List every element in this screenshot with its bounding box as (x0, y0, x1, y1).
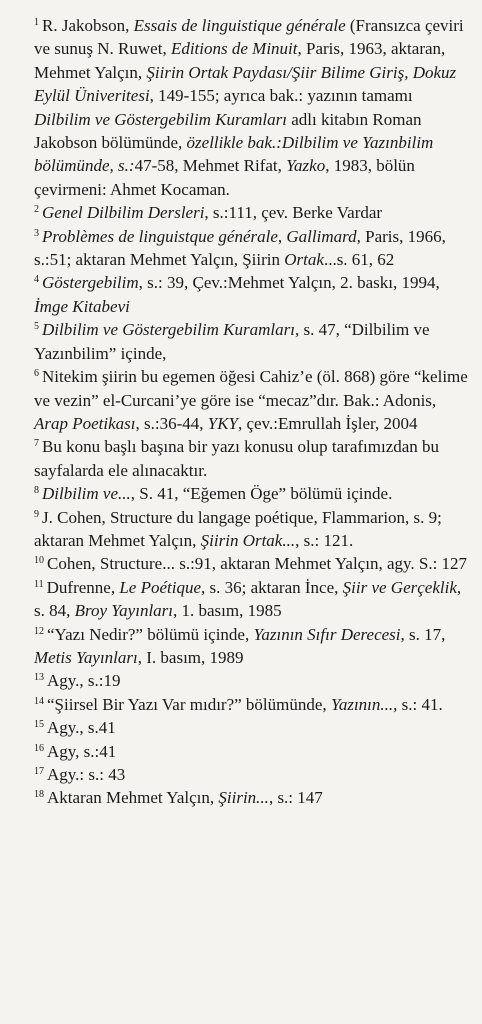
footnote-italic-text: Yazko (286, 156, 326, 176)
footnote-italic-text: Arap Poetikası (34, 413, 136, 433)
footnote-text: , s.: 39, Çev.:Mehmet Yalçın, 2. baskı, 1994, (138, 273, 440, 293)
footnote-text: Nitekim şiirin bu egemen öğesi Cahiz’e (öl. 868) göre “kelime ve vezin” el-Curcani’ye göre ise “mecaz”dır. Bak.: Adonis, (34, 367, 468, 410)
footnote-text: , çev.:Emrullah İşler, 2004 (238, 413, 418, 433)
footnote-text: , s.:36-44, (135, 413, 208, 433)
footnote-text: , s.: 121. (295, 530, 354, 550)
footnote-item (34, 271, 470, 318)
footnote-text: “Şiirsel Bir Yazı Var mıdır?” bölümünde, (47, 694, 331, 714)
footnote-italic-text: Metis Yayınları (34, 647, 138, 667)
footnote-italic-text: Broy Yayınları (74, 601, 174, 621)
footnote-italic-text: Genel Dilbilim Dersleri (42, 203, 205, 223)
footnote-text: Aktaran Mehmet Yalçın, (47, 788, 219, 808)
footnote-number: 16 (34, 742, 44, 754)
footnote-item (34, 786, 470, 809)
footnote-text: , 1983, bölün çevirmeni: Ahmet Kocaman. (34, 156, 415, 199)
footnote-text: , 149-155; ayrıca bak.: yazının tamamı (149, 86, 413, 106)
footnote-text: , I. basım, 1989 (137, 647, 244, 667)
footnote-text: Agy.: s.: 43 (47, 765, 126, 784)
footnote-italic-text: YKY (207, 413, 239, 433)
footnote-text: ...s. 61, 62 (323, 250, 395, 270)
footnote-text: , s.: 147 (268, 788, 323, 808)
footnote-italic-text: Dilbilim ve Göstergebilim Kuramları (42, 320, 295, 340)
footnote-item (34, 506, 470, 553)
footnote-item (34, 318, 470, 365)
footnote-number: 17 (34, 766, 44, 777)
footnote-italic-text: Le Poétique (119, 577, 202, 597)
footnote-italic-text: Şiirin... (218, 788, 269, 808)
footnote-italic-text: Yazının Sıfır Derecesi (253, 624, 401, 644)
footnote-item (34, 763, 470, 786)
footnote-number: 1 (34, 17, 39, 28)
footnote-item (34, 693, 470, 716)
footnote-text: adlı kitabın Roman Jakobson bölümünde (34, 109, 422, 153)
footnote-item (34, 576, 470, 623)
footnote-text: Agy., s.:19 (47, 671, 121, 691)
footnote-item (34, 201, 470, 224)
footnote-text: (Fransızca çeviri ve sunuş N. Ruwet, (34, 16, 464, 59)
footnote-number: 13 (34, 672, 44, 684)
footnote-text: Cohen, Structure... s.:91, aktaran Mehmet Yalçın, agy. S.: 127 (47, 554, 468, 574)
footnote-item (34, 14, 470, 201)
footnote-text: , S. 41, “Eğemen Öge” bölümü içinde. (130, 484, 393, 504)
footnote-text: Bu konu başlı başına bir yazı konusu olup tarafımızdan bu sayfalarda ele alınacaktır. (34, 437, 440, 480)
footnote-italic-text: Göstergebilim (42, 273, 139, 293)
footnote-number: 2 (34, 204, 39, 216)
footnote-item (34, 716, 470, 739)
footnote-number: 7 (34, 438, 39, 450)
footnote-italic-text: Şiirin Ortak... (200, 530, 296, 550)
footnote-text: , (277, 226, 287, 246)
footnote-text: , Paris, 1963, aktaran, Mehmet Yalçın, (34, 39, 446, 82)
footnote-italic-text: Dilbilim ve Göstergebilim Kuramları (34, 109, 287, 129)
footnote-text: , 1. basım, 1985 (173, 601, 282, 621)
footnote-number: 5 (34, 321, 39, 333)
footnote-item (34, 365, 470, 435)
footnote-number: 18 (34, 789, 44, 801)
footnote-text: , s.: 41. (393, 694, 443, 714)
footnote-text: Dufrenne, (46, 577, 120, 597)
footnote-text: Agy, s.:41 (47, 741, 117, 761)
footnote-number: 14 (34, 695, 44, 707)
footnote-text: , s. 36; aktaran İnce, (201, 577, 343, 597)
footnote-text: , s. 47, “Dilbilim ve Yazınbilim” içinde, (34, 320, 430, 363)
footnote-text: “Yazı Nedir?” bölümü içinde, (47, 624, 254, 644)
footnote-number: 15 (34, 719, 44, 731)
footnote-item (34, 482, 470, 505)
footnote-item (34, 435, 470, 482)
footnote-italic-text: Şiirin Ortak Paydası/Şiir Bilime Giriş, Dokuz Eylül Üniveritesi (34, 62, 457, 106)
footnote-item (34, 552, 470, 575)
footnote-number: 3 (34, 227, 39, 239)
footnote-italic-text: Problèmes de linguistque générale (42, 226, 278, 246)
footnote-italic-text: , özellikle bak.:Dilbilim ve Yazınbilim bölümünde, s.: (34, 133, 434, 176)
footnote-number: 4 (34, 274, 39, 286)
footnote-text: , Paris, 1966, s.:51; aktaran Mehmet Yalçın, Şiirin (34, 226, 446, 270)
footnotes-list (34, 14, 470, 810)
footnote-number: 12 (34, 625, 44, 637)
footnote-text: J. Cohen, Structure du langage poétique, Flammarion, s. 9; aktaran Mehmet Yalçın, (34, 507, 442, 550)
footnote-number: 11 (34, 578, 44, 590)
footnote-number: 10 (34, 555, 44, 567)
footnote-italic-text: Essais de linguistique générale (133, 16, 346, 35)
footnote-item (34, 225, 470, 272)
footnote-item (34, 623, 470, 670)
footnote-italic-text: Editions de Minuit (170, 39, 298, 59)
footnote-italic-text: Gallimard (286, 226, 357, 246)
footnote-text: , s. 84, (34, 577, 462, 621)
footnote-number: 9 (34, 508, 39, 520)
footnote-italic-text: Dilbilim ve... (42, 484, 131, 504)
footnote-item (34, 740, 470, 763)
footnote-italic-text: Yazının... (330, 694, 394, 714)
footnote-italic-text: Ortak (284, 250, 324, 270)
footnote-text: R. Jakobson, (42, 16, 134, 35)
footnote-italic-text: İmge Kitabevi (34, 296, 130, 316)
footnote-number: 8 (34, 485, 39, 497)
footnote-text: 47-58, Mehmet Rifat, (134, 156, 287, 176)
footnote-text: , s.:111, çev. Berke Vardar (204, 203, 383, 223)
footnote-text: , s. 17, (400, 624, 446, 644)
footnote-number: 6 (34, 368, 39, 380)
footnote-item (34, 669, 470, 692)
footnote-text: Agy., s.41 (47, 718, 116, 738)
footnote-italic-text: Şiir ve Gerçeklik (342, 577, 457, 597)
